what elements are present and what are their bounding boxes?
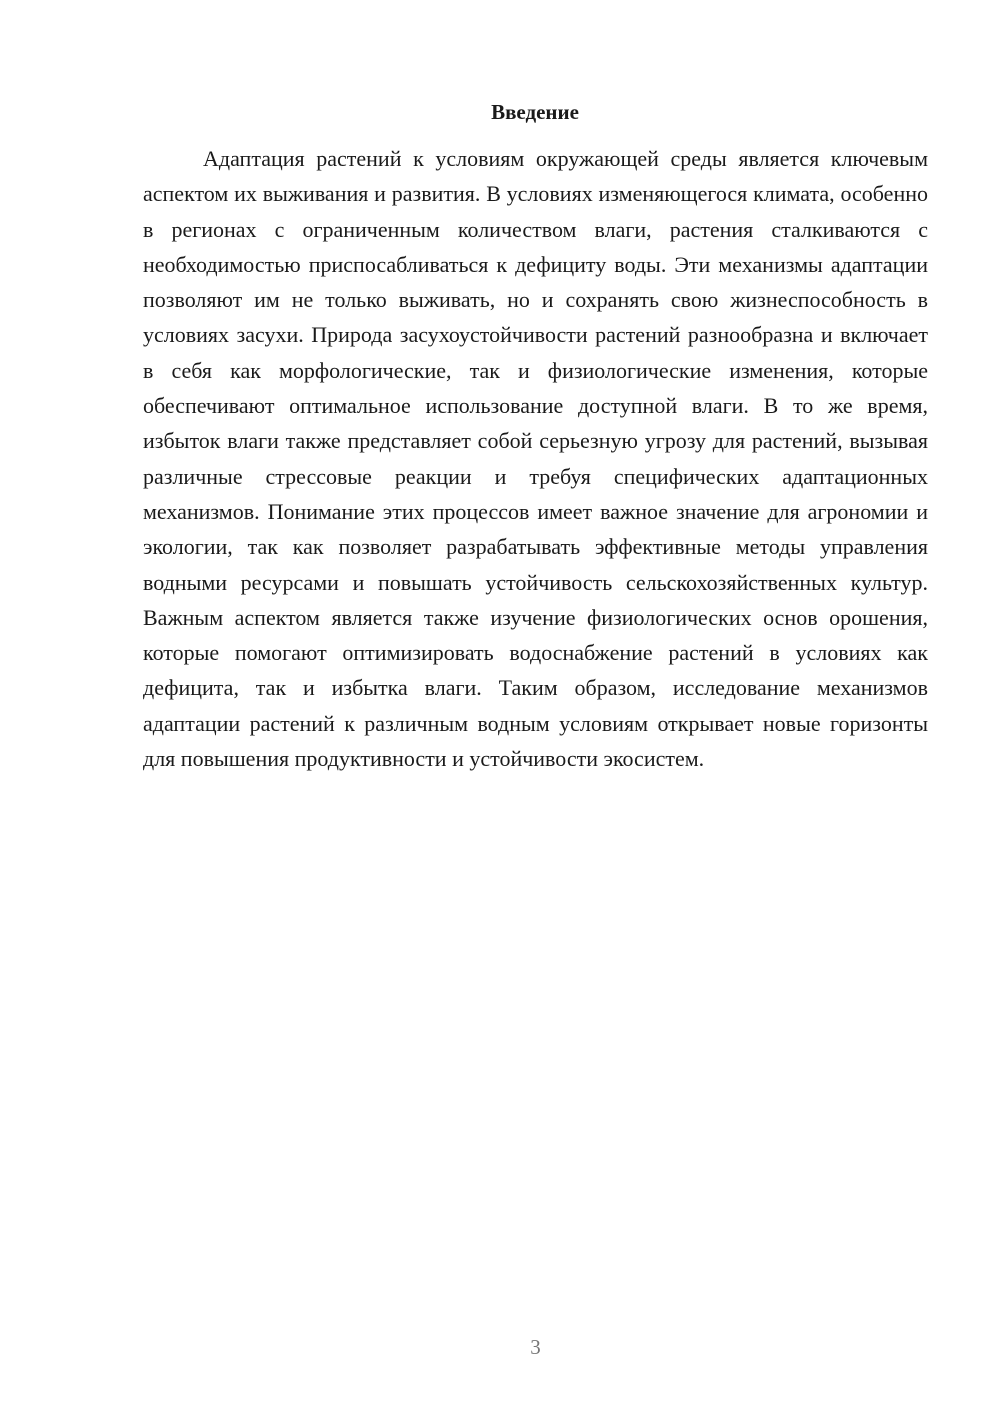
page-number: 3	[530, 1335, 541, 1359]
intro-paragraph: Адаптация растений к условиям окружающей среды является ключевым аспектом их выживания и развития. В условиях изменяющегося климата, особенно в регионах с ограниченным количеством влаги, растения сталкиваются с необходимостью приспосабливаться к дефициту воды. Эти механизмы адаптации позволяют им не только выживать, но и сохранять свою жизнеспособность в условиях засухи. Природа засухоустойчивости растений разнообразна и включает в себя как морфологические, так и физиологические изменения, которые обеспечивают оптимальное использование доступной влаги. В то же время, избыток влаги также представляет собой серьезную угрозу для растений, вызывая различные стрессовые реакции и требуя специфических адаптационных механизмов. Понимание этих процессов имеет важное значение для агрономии и экологии, так как позволяет разрабатывать эффективные методы управления водными ресурсами и повышать устойчивость сельскохозяйственных культур. Важным аспектом является также изучение физиологических основ орошения, которые помогают оптимизировать водоснабжение растений в условиях как дефицита, так и избытка влаги. Таким образом, исследование механизмов адаптации растений к различным водным условиям открывает новые горизонты для повышения продуктивности и устойчивости экосистем.	[143, 146, 928, 772]
section-heading: Введение	[491, 100, 579, 124]
